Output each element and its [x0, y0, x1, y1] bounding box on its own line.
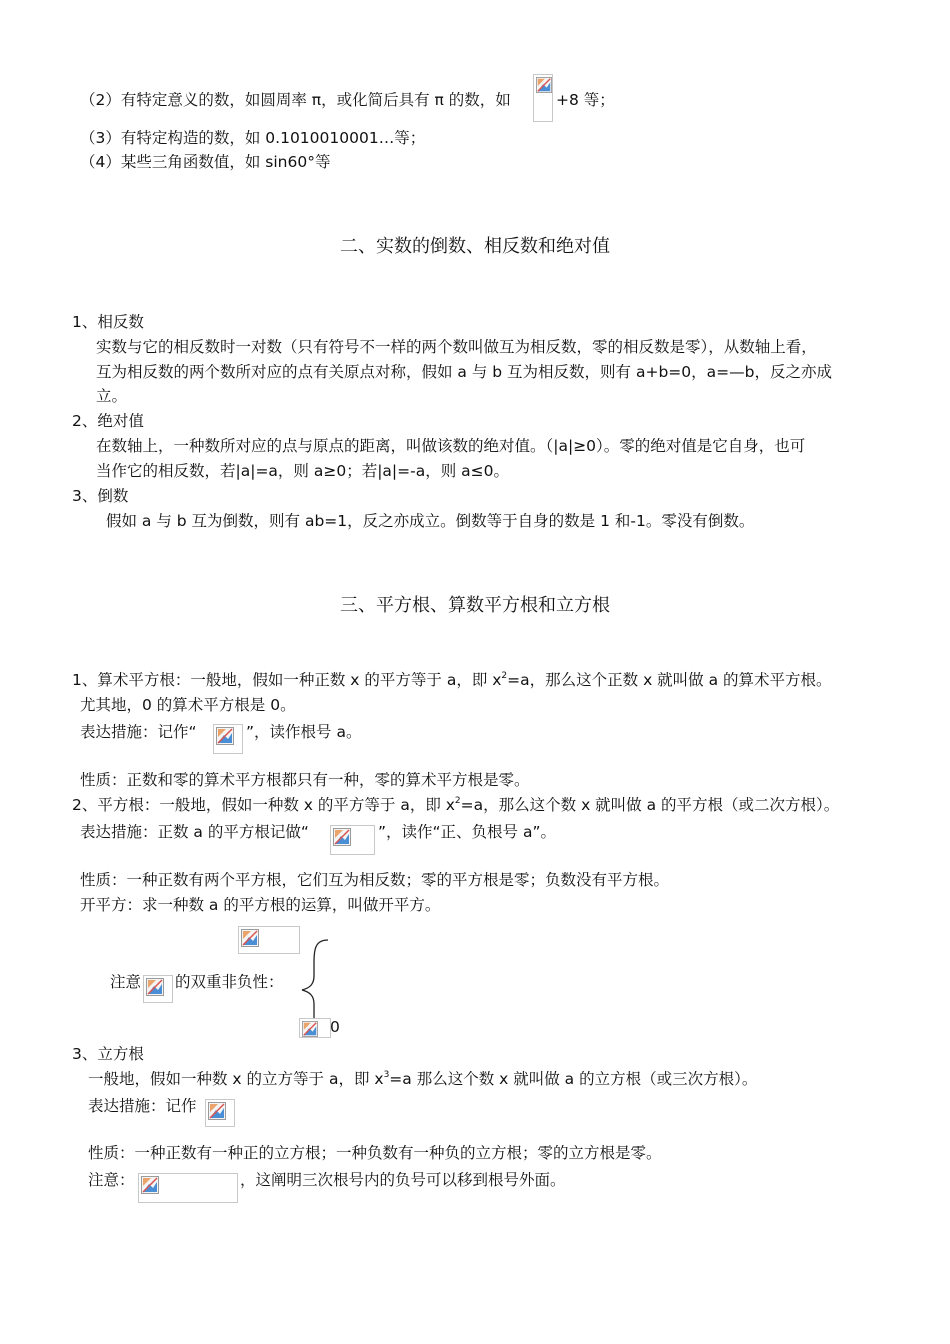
item-opposite-text-3: 立。	[96, 387, 128, 405]
arith-root-line-1: 1、算术平方根：一般地，假如一种正数 x 的平方等于 a，即 $x^2=a$，那么这个正数 x 就叫做 a 的算术平方根。	[72, 671, 832, 689]
item-absolute-text-1: 在数轴上，一种数所对应的点与原点的距离，叫做该数的绝对值。（|a|≥0）。零的绝对值是它自身，也可	[96, 437, 806, 455]
square-root-line-1: 2、平方根：一般地，假如一种数 x 的平方等于 a，即 $x^2=a$，那么这个数 x 就叫做 a 的平方根（或二次方根）。	[72, 796, 840, 814]
cube-root-line-3: 性质：一种正数有一种正的立方根；一种负数有一种负的立方根；零的立方根是零。	[88, 1144, 662, 1162]
intro-line-3: （3）有特定构造的数，如 0.1010010001…等；	[80, 129, 426, 147]
square-root-line-3: 性质：一种正数有两个平方根，它们互为相反数；零的平方根是零；负数没有平方根。	[80, 871, 670, 889]
item-opposite-text-1: 实数与它的相反数时一对数（只有符号不一样的两个数叫做互为相反数，零的相反数是零），从数轴上看，	[96, 338, 817, 356]
section-3-heading: 三、平方根、算数平方根和立方根	[340, 595, 610, 616]
section-2-heading: 二、实数的倒数、相反数和绝对值	[340, 236, 610, 257]
note-text: 的双重非负性：	[175, 973, 284, 991]
cube-root-line-4b: ，这阐明三次根号内的负号可以移到根号外面。	[240, 1171, 566, 1189]
item-opposite-text-2: 互为相反数的两个数所对应的点有关原点对称，假如 a 与 b 互为相反数，则有 a+b=0，a=—b，反之亦成	[96, 363, 832, 381]
arith-root-line-3a: 表达措施：记作“	[80, 723, 197, 741]
item-absolute-text-2: 当作它的相反数，若|a|=a，则 a≥0；若|a|=-a，则 a≤0。	[96, 462, 509, 480]
note-label: 注意	[110, 973, 142, 991]
broken-image-icon	[238, 926, 300, 954]
cube-root-title: 3、立方根	[72, 1045, 144, 1063]
broken-image-icon	[533, 74, 553, 122]
item-reciprocal-text: 假如 a 与 b 互为倒数，则有 ab=1，反之亦成立。倒数等于自身的数是 1 和-1。零没有倒数。	[106, 512, 755, 530]
broken-image-icon	[138, 1173, 238, 1203]
broken-image-icon	[330, 825, 375, 855]
cube-root-line-4a: 注意：	[88, 1171, 135, 1189]
intro-line-2a: （2）有特定意义的数，如圆周率 π，或化简后具有 π 的数，如	[80, 91, 511, 109]
intro-line-4: （4）某些三角函数值，如 sin60°等	[80, 153, 331, 171]
broken-image-icon	[205, 1099, 235, 1127]
square-root-line-2b: ”，读作“正、负根号 a”。	[378, 823, 557, 841]
cube-root-line-1: 一般地，假如一种数 x 的立方等于 a，即 $x^3=a$ 那么这个数 x 就叫做 a 的立方根（或三次方根）。	[88, 1070, 758, 1088]
intro-line-2b: +8 等；	[556, 91, 615, 109]
broken-image-icon	[213, 724, 243, 754]
arith-root-line-4: 性质：正数和零的算术平方根都只有一种，零的算术平方根是零。	[80, 771, 530, 789]
item-reciprocal-title: 3、倒数	[72, 487, 129, 505]
arith-root-line-3b: ”，读作根号 a。	[246, 723, 362, 741]
item-absolute-title: 2、绝对值	[72, 412, 144, 430]
square-root-line-4: 开平方：求一种数 a 的平方根的运算，叫做开平方。	[80, 896, 441, 914]
broken-image-icon	[299, 1018, 331, 1038]
square-root-line-2a: 表达措施：正数 a 的平方根记做“	[80, 823, 309, 841]
note-zero: 0	[330, 1018, 340, 1036]
broken-image-icon	[143, 975, 173, 1003]
arith-root-line-2: 尤其地，0 的算术平方根是 0。	[80, 696, 296, 714]
item-opposite-title: 1、相反数	[72, 313, 144, 331]
cube-root-line-2: 表达措施：记作	[88, 1097, 197, 1115]
